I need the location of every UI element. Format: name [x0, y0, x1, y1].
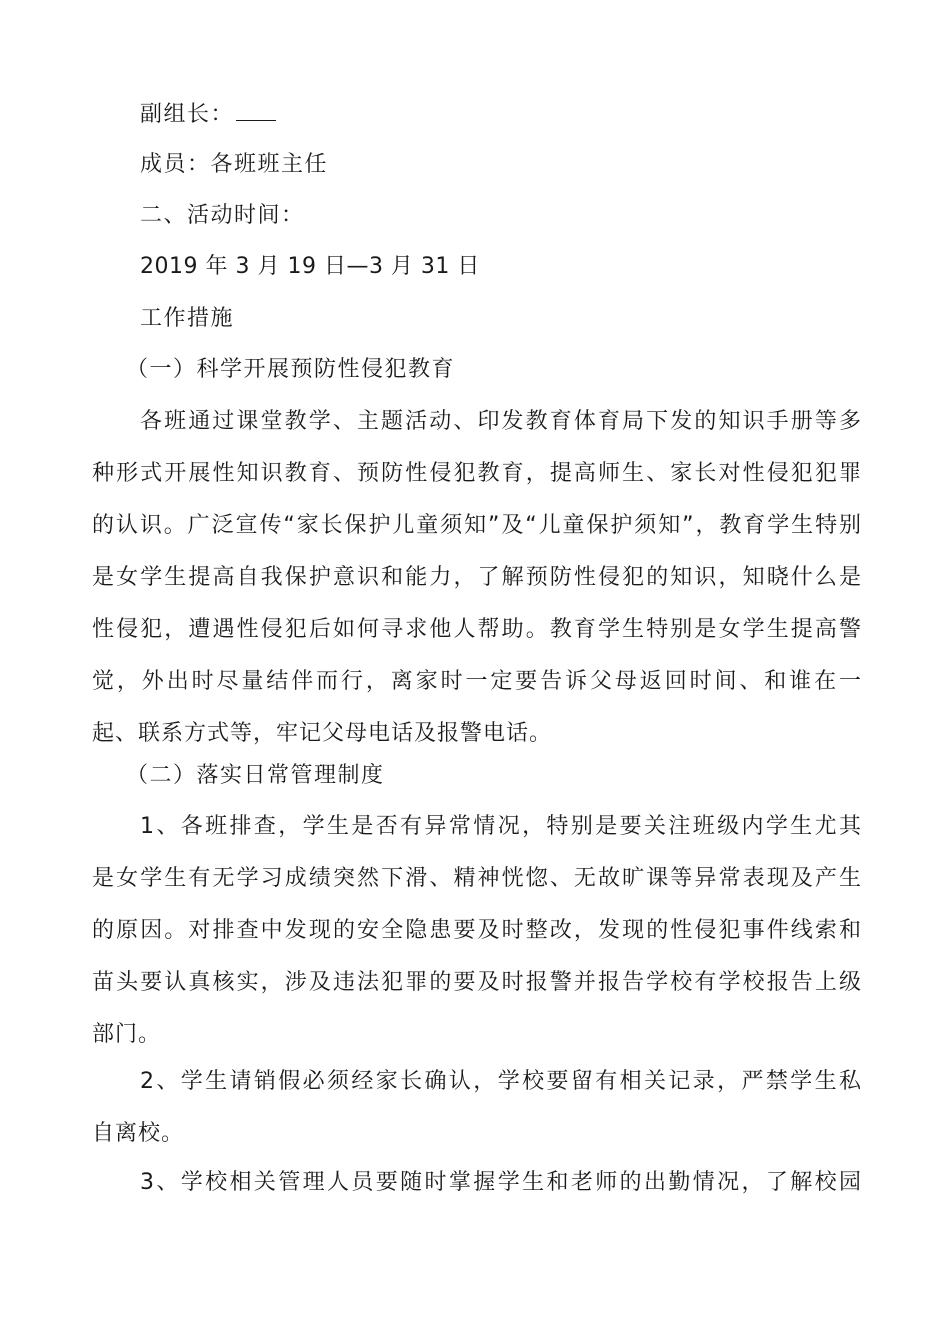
date-range: 2019 年 3 月 19 日—3 月 31 日 [140, 254, 480, 279]
paragraph-row: 是女学生有无学习成绩突然下滑、精神恍惚、无故旷课等异常表现及产生 [92, 866, 862, 891]
paragraph-row: 起、联系方式等，牢记父母电话及报警电话。 [92, 721, 553, 746]
vice-leader-line [140, 98, 910, 130]
item-three-paragraph [92, 1168, 862, 1220]
paragraph-row: 部门。 [92, 1022, 162, 1047]
measures-heading: 工作措施 [140, 306, 235, 331]
members-line: 成员：各班班主任 [140, 152, 329, 177]
item-two-paragraph [92, 1067, 862, 1171]
section-two-heading: 二、活动时间： [140, 203, 305, 228]
paragraph-row: 种形式开展性知识教育、预防性侵犯教育，提高师生、家长对性侵犯犯罪 [92, 461, 862, 486]
paragraph-row: 的原因。对排查中发现的安全隐患要及时整改，发现的性侵犯事件线索和 [92, 918, 862, 943]
paragraph-row: 性侵犯，遭遇性侵犯后如何寻求他人帮助。教育学生特别是女学生提高警 [92, 617, 862, 642]
paragraph-row: 1、各班排查，学生是否有异常情况，特别是要关注班级内学生尤其 [140, 814, 862, 839]
sub-two-title: （二）落实日常管理制度 [126, 763, 385, 788]
vice-leader-label: 副组长： [140, 102, 235, 127]
sub-one-title: （一）科学开展预防性侵犯教育 [126, 357, 456, 382]
paragraph-row: 各班通过课堂教学、主题活动、印发教育体育局下发的知识手册等多 [140, 409, 862, 434]
blank-underline [236, 98, 276, 121]
paragraph-row: 的认识。广泛宣传“家长保护儿童须知”及“儿童保护须知”，教育学生特别 [92, 513, 862, 538]
paragraph-row: 自离校。 [92, 1121, 185, 1146]
paragraph-row: 觉，外出时尽量结伴而行，离家时一定要告诉父母返回时间、和谁在一 [92, 669, 862, 694]
paragraph-row: 苗头要认真核实，涉及违法犯罪的要及时报警并报告学校有学校报告上级 [92, 970, 862, 995]
paragraph-row: 3、学校相关管理人员要随时掌握学生和老师的出勤情况，了解校园 [140, 1170, 862, 1195]
sub-one-paragraph [92, 407, 862, 771]
paragraph-row: 是女学生提高自我保护意识和能力，了解预防性侵犯的知识，知晓什么是 [92, 565, 862, 590]
item-one-paragraph [92, 812, 862, 1072]
paragraph-row: 2、学生请销假必须经家长确认，学校要留有相关记录，严禁学生私 [140, 1069, 862, 1094]
